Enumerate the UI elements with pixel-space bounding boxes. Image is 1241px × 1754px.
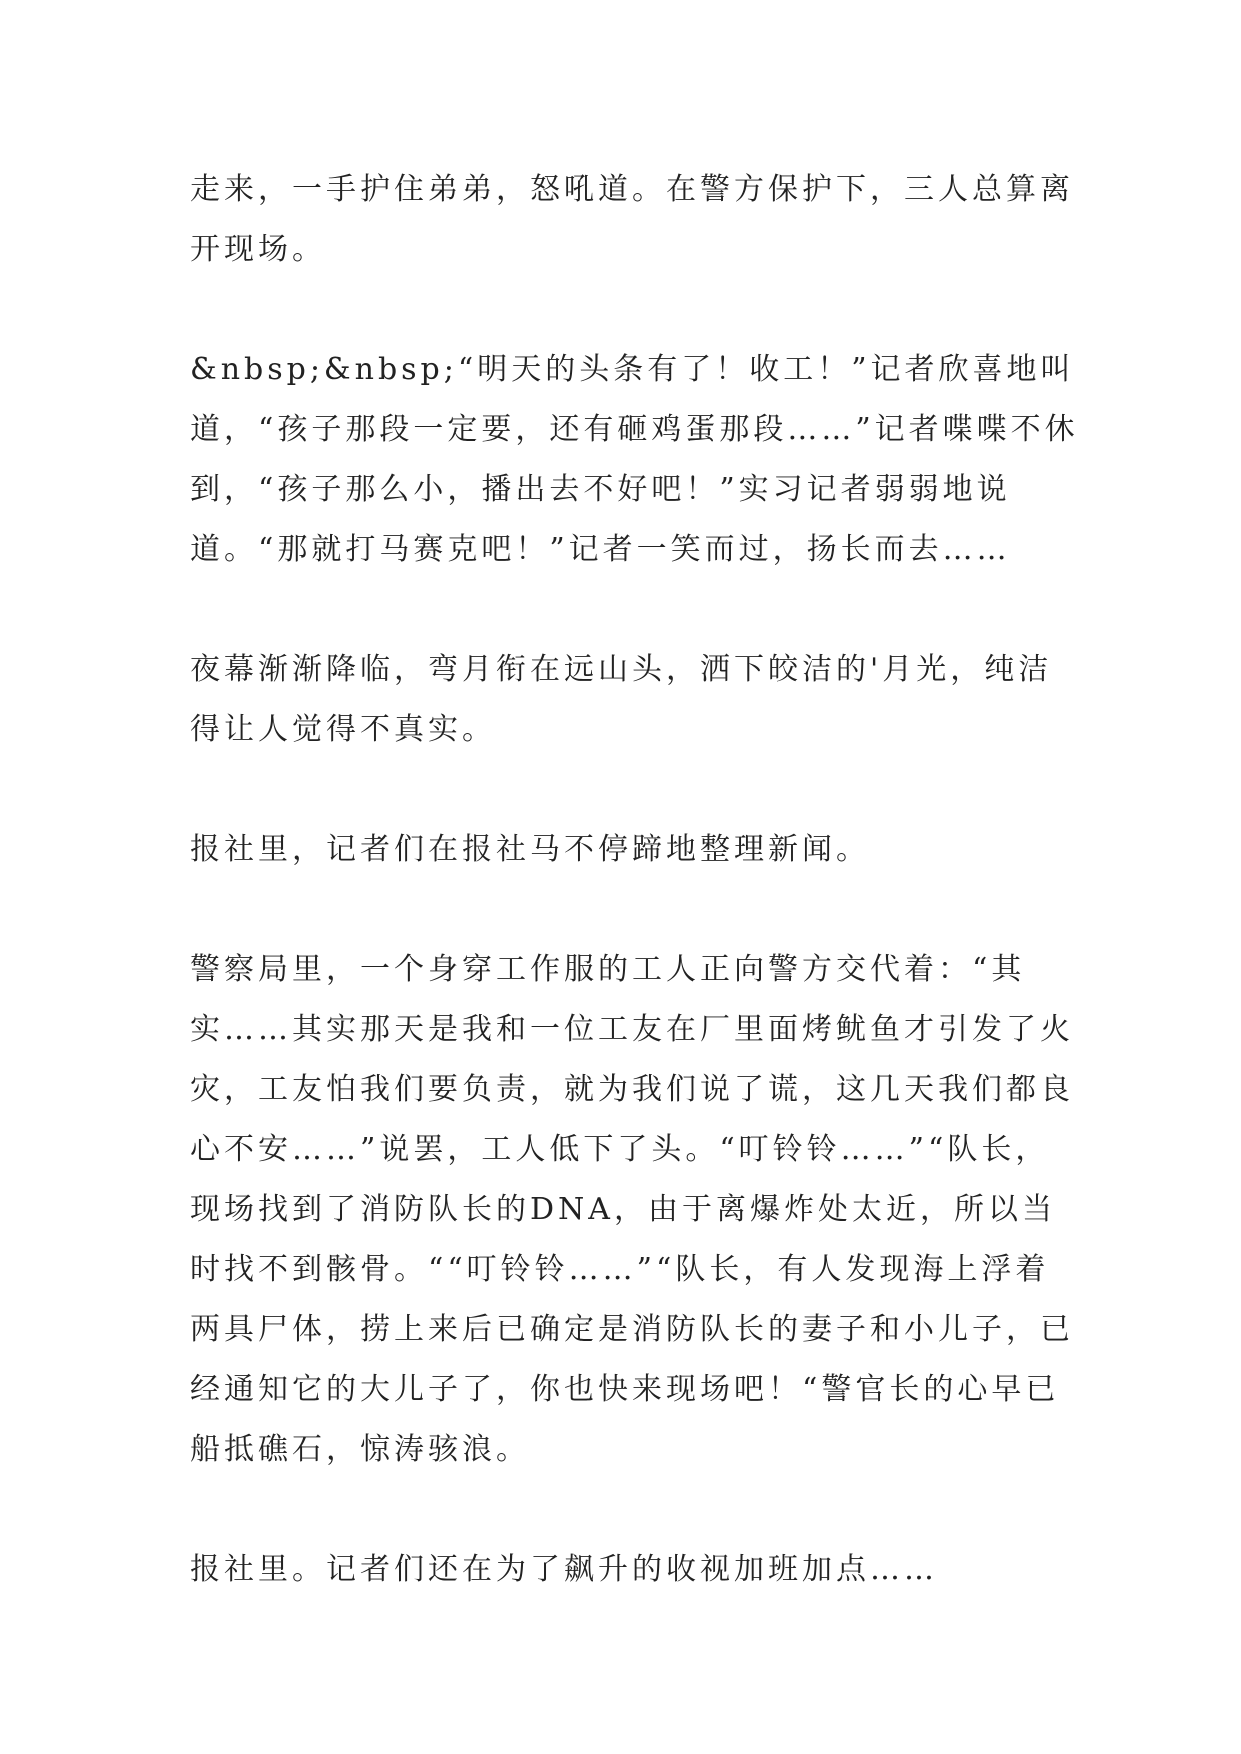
paragraph-2: &nbsp;&nbsp;“明天的头条有了！收工！”记者欣喜地叫道，“孩子那段一定要，还有砸鸡蛋那段……”记者喋喋不休到，“孩子那么小，播出去不好吧！”实习记者弱弱地说道。“那就打马赛克吧！”记者一笑而过，扬长而去……	[190, 352, 1079, 567]
paragraph-1: 走来，一手护住弟弟，怒吼道。在警方保护下，三人总算离开现场。	[190, 172, 1074, 267]
article-body	[190, 160, 1080, 1600]
paragraph-5: 警察局里，一个身穿工作服的工人正向警方交代着：“其实……其实那天是我和一位工友在厂里面烤鱿鱼才引发了火灾，工友怕我们要负责，就为我们说了谎，这几天我们都良心不安……”说罢，工人低下了头。“叮铃铃……”“队长，现场找到了消防队长的DNA，由于离爆炸处太近，所以当时找不到骸骨。““叮铃铃……”“队长，有人发现海上浮着两具尸体，捞上来后已确定是消防队长的妻子和小儿子，已经通知它的大儿子了，你也快来现场吧！“警官长的心早已船抵礁石，惊涛骇浪。	[190, 952, 1074, 1467]
paragraph-3: 夜幕渐渐降临，弯月衔在远山头，洒下皎洁的'月光，纯洁得让人觉得不真实。	[190, 652, 1053, 747]
paragraph-6: 报社里。记者们还在为了飙升的收视加班加点……	[190, 1552, 938, 1587]
paragraph-4: 报社里，记者们在报社马不停蹄地整理新闻。	[190, 832, 870, 867]
